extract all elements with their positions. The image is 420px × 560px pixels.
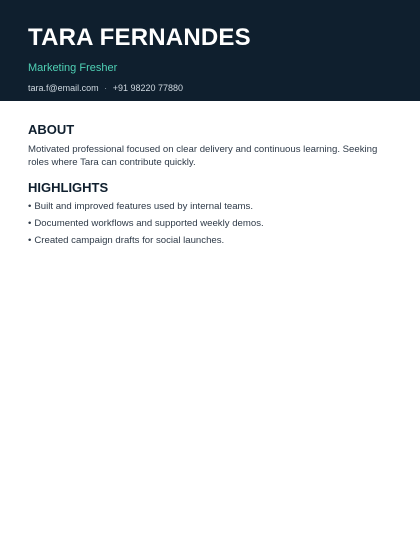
highlights-heading: HIGHLIGHTS xyxy=(28,180,109,195)
email-text: tara.f@email.com xyxy=(28,83,99,93)
contact-separator: · xyxy=(104,83,108,93)
candidate-name: TARA FERNANDES xyxy=(28,24,251,51)
contact-line xyxy=(28,83,183,94)
highlight-text: Documented workflows and supported weekly demos. xyxy=(34,218,264,229)
bullet-glyph: • xyxy=(28,218,32,229)
highlights-list xyxy=(28,201,398,252)
highlight-item xyxy=(28,201,398,212)
about-paragraph: Motivated professional focused on clear delivery and continuous learning. Seeking roles where Tara can contribute quickly. xyxy=(28,144,378,168)
about-heading: ABOUT xyxy=(28,122,75,137)
highlight-text: Built and improved features used by internal teams. xyxy=(34,201,254,212)
highlight-item xyxy=(28,235,398,246)
phone-text: +91 98220 77880 xyxy=(112,83,184,93)
bullet-glyph: • xyxy=(28,201,32,212)
candidate-role: Marketing Fresher xyxy=(28,62,118,74)
bullet-glyph: • xyxy=(28,235,32,246)
resume-header xyxy=(0,0,420,101)
highlight-item xyxy=(28,218,398,229)
highlight-text: Created campaign drafts for social launches. xyxy=(34,235,225,246)
